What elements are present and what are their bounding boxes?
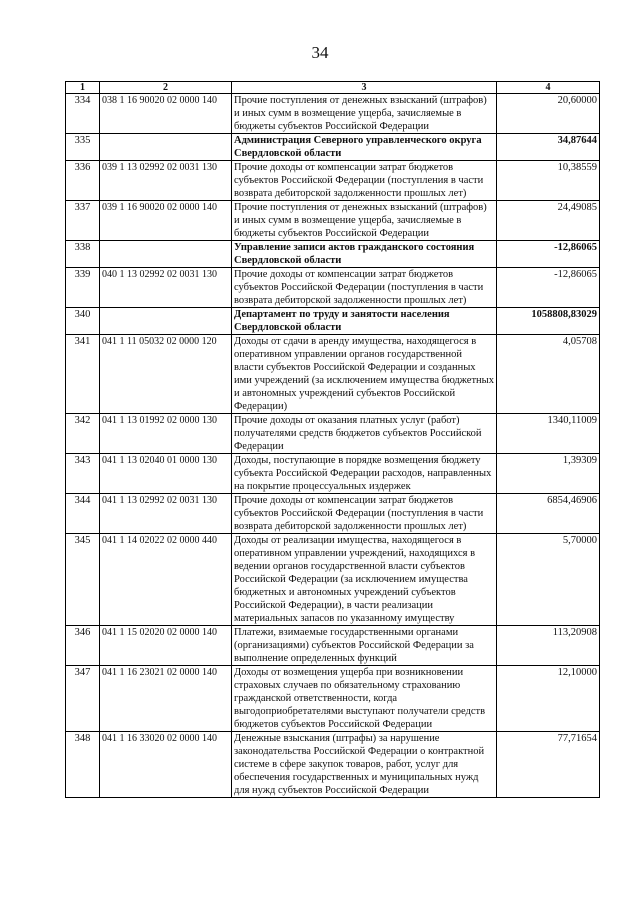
row-number: 334	[66, 94, 100, 134]
row-amount: 10,38559	[497, 161, 600, 201]
header-col-2: 2	[100, 82, 232, 94]
row-description: Администрация Северного управленческого округа Свердловской области	[232, 134, 497, 161]
table-row	[66, 308, 600, 335]
budget-code	[100, 134, 232, 161]
budget-code: 040 1 13 02992 02 0031 130	[100, 268, 232, 308]
budget-code: 041 1 11 05032 02 0000 120	[100, 335, 232, 414]
table-row	[66, 335, 600, 414]
row-description: Доходы от возмещения ущерба при возникновении страховых случаев по обязательному страхованию гражданской ответственности, когда выгодоприобретателями выступают получатели средств бюджетов субъектов Российской Федерации	[232, 666, 497, 732]
row-description: Платежи, взимаемые государственными органами (организациями) субъектов Российской Федерации за выполнение определенных функций	[232, 626, 497, 666]
page-number: 34	[311, 43, 329, 62]
budget-code: 041 1 13 02992 02 0031 130	[100, 494, 232, 534]
header-col-4: 4	[497, 82, 600, 94]
row-number: 348	[66, 732, 100, 798]
header-row	[66, 82, 600, 94]
row-description: Доходы от сдачи в аренду имущества, находящегося в оперативном управлении органов государственной власти субъектов Российской Федерации и созданных ими учреждений (за исключением имущества бюджетных и автономных учреждений субъектов Российской Федерации)	[232, 335, 497, 414]
row-amount: -12,86065	[497, 241, 600, 268]
table-body	[66, 94, 600, 798]
row-amount: 6854,46906	[497, 494, 600, 534]
table-row	[66, 626, 600, 666]
budget-code: 039 1 16 90020 02 0000 140	[100, 201, 232, 241]
row-number: 347	[66, 666, 100, 732]
table-row	[66, 94, 600, 134]
row-amount: 24,49085	[497, 201, 600, 241]
row-description: Прочие доходы от оказания платных услуг (работ) получателями средств бюджетов субъектов Российской Федерации	[232, 414, 497, 454]
row-amount: 20,60000	[497, 94, 600, 134]
row-amount: 113,20908	[497, 626, 600, 666]
header-col-1: 1	[66, 82, 100, 94]
budget-code: 041 1 16 23021 02 0000 140	[100, 666, 232, 732]
budget-code: 041 1 14 02022 02 0000 440	[100, 534, 232, 626]
table-row	[66, 666, 600, 732]
budget-code: 041 1 13 02040 01 0000 130	[100, 454, 232, 494]
row-number: 345	[66, 534, 100, 626]
row-description: Прочие поступления от денежных взысканий (штрафов) и иных сумм в возмещение ущерба, зачисляемые в бюджеты субъектов Российской Федерации	[232, 201, 497, 241]
row-number: 344	[66, 494, 100, 534]
table-row	[66, 268, 600, 308]
budget-code: 041 1 16 33020 02 0000 140	[100, 732, 232, 798]
row-amount: 12,10000	[497, 666, 600, 732]
row-description: Доходы от реализации имущества, находящегося в оперативном управлении учреждений, находящихся в ведении органов государственной власти субъектов Российской Федерации (за исключением имущества бюджетных и автономных учреждений субъектов Российской Федерации), в части реализации материальных запасов по указанному имуществу	[232, 534, 497, 626]
budget-code	[100, 241, 232, 268]
budget-code	[100, 308, 232, 335]
row-number: 338	[66, 241, 100, 268]
row-amount: 1,39309	[497, 454, 600, 494]
budget-code: 041 1 15 02020 02 0000 140	[100, 626, 232, 666]
row-amount: 34,87644	[497, 134, 600, 161]
budget-code: 038 1 16 90020 02 0000 140	[100, 94, 232, 134]
row-number: 343	[66, 454, 100, 494]
table-row	[66, 201, 600, 241]
row-description: Прочие поступления от денежных взысканий (штрафов) и иных сумм в возмещение ущерба, зачисляемые в бюджеты субъектов Российской Федерации	[232, 94, 497, 134]
row-amount: 77,71654	[497, 732, 600, 798]
table-row	[66, 414, 600, 454]
budget-code: 039 1 13 02992 02 0031 130	[100, 161, 232, 201]
budget-code: 041 1 13 01992 02 0000 130	[100, 414, 232, 454]
table-row	[66, 134, 600, 161]
row-amount: 5,70000	[497, 534, 600, 626]
row-description: Доходы, поступающие в порядке возмещения бюджету субъекта Российской Федерации расходов, направленных на покрытие процессуальных издержек	[232, 454, 497, 494]
table-row	[66, 161, 600, 201]
row-description: Департамент по труду и занятости населения Свердловской области	[232, 308, 497, 335]
row-number: 340	[66, 308, 100, 335]
row-amount: 1058808,83029	[497, 308, 600, 335]
row-number: 336	[66, 161, 100, 201]
row-number: 342	[66, 414, 100, 454]
row-description: Денежные взыскания (штрафы) за нарушение законодательства Российской Федерации о контрактной системе в сфере закупок товаров, работ, услуг для обеспечения государственных и муниципальных нужд для нужд субъектов Российской Федерации	[232, 732, 497, 798]
row-description: Прочие доходы от компенсации затрат бюджетов субъектов Российской Федерации (поступления в части возврата дебиторской задолженности прошлых лет)	[232, 494, 497, 534]
table-row	[66, 732, 600, 798]
row-number: 341	[66, 335, 100, 414]
row-number: 337	[66, 201, 100, 241]
revenue-table	[65, 81, 600, 798]
header-col-3: 3	[232, 82, 497, 94]
table-row	[66, 454, 600, 494]
row-amount: -12,86065	[497, 268, 600, 308]
row-amount: 1340,11009	[497, 414, 600, 454]
row-number: 335	[66, 134, 100, 161]
table-row	[66, 494, 600, 534]
row-description: Управление записи актов гражданского состояния Свердловской области	[232, 241, 497, 268]
row-number: 339	[66, 268, 100, 308]
row-description: Прочие доходы от компенсации затрат бюджетов субъектов Российской Федерации (поступления в части возврата дебиторской задолженности прошлых лет)	[232, 161, 497, 201]
row-number: 346	[66, 626, 100, 666]
table-row	[66, 241, 600, 268]
row-amount: 4,05708	[497, 335, 600, 414]
row-description: Прочие доходы от компенсации затрат бюджетов субъектов Российской Федерации (поступления в части возврата дебиторской задолженности прошлых лет)	[232, 268, 497, 308]
table-row	[66, 534, 600, 626]
